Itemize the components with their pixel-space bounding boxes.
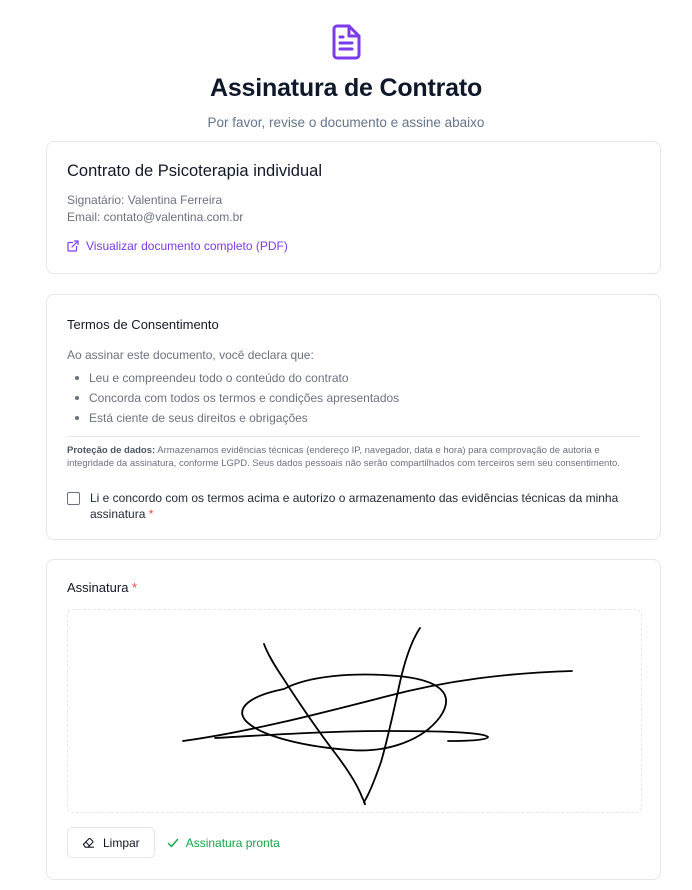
- privacy-notice: [67, 444, 640, 470]
- view-pdf-link[interactable]: [67, 239, 640, 253]
- eraser-icon: [82, 836, 95, 849]
- clear-button[interactable]: [67, 827, 155, 858]
- consent-checkbox[interactable]: [67, 492, 80, 505]
- signature-actions: [67, 827, 640, 858]
- signature-pad[interactable]: [67, 609, 642, 813]
- terms-list: [67, 372, 640, 424]
- clear-button-label: Limpar: [103, 835, 140, 850]
- signature-label: [67, 580, 640, 595]
- list-item: Leu e compreendeu todo o conteúdo do contrato: [67, 372, 640, 384]
- privacy-label: Proteção de dados:: [67, 445, 156, 456]
- external-link-icon: [67, 240, 79, 252]
- terms-intro: Ao assinar este documento, você declara que:: [67, 348, 314, 362]
- signature-stroke: [68, 610, 642, 813]
- required-mark: *: [132, 580, 138, 595]
- check-icon: [167, 837, 179, 849]
- signature-status-label: Assinatura pronta: [185, 835, 280, 850]
- required-mark: *: [148, 507, 154, 521]
- consent-label: [90, 490, 640, 522]
- privacy-text: Armazenamos evidências técnicas (endereço IP, navegador, data e hora) para comprovação de autoria e integridade da assinatura, conforme LGPD. Seus dados pessoais não serão compartilhados com terceiros sem seu consentimento.: [67, 445, 620, 469]
- consent-text: Li e concordo com os termos acima e autorizo o armazenamento das evidências técnicas da minha assinatura: [90, 491, 619, 521]
- list-item: Está ciente de seus direitos e obrigações: [67, 412, 640, 424]
- consent-terms-card: [46, 294, 661, 540]
- contract-title: Contrato de Psicoterapia individual: [67, 162, 322, 180]
- terms-title: Termos de Consentimento: [67, 317, 219, 332]
- signature-status: [167, 836, 280, 850]
- signer-line: Signatário: Valentina Ferreira: [67, 193, 223, 207]
- page-header: [0, 0, 692, 130]
- signature-card: [46, 559, 661, 880]
- document-text-icon: [330, 24, 362, 60]
- divider: [67, 436, 640, 437]
- page-title: Assinatura de Contrato: [209, 74, 483, 102]
- signature-label-text: Assinatura: [67, 580, 129, 595]
- page-subtitle: Por favor, revise o documento e assine abaixo: [207, 115, 485, 130]
- email-line: Email: contato@valentina.com.br: [67, 210, 244, 224]
- view-pdf-link-label: Visualizar documento completo (PDF): [86, 239, 288, 253]
- contract-card: [46, 141, 661, 274]
- consent-row: [67, 490, 640, 522]
- list-item: Concorda com todos os termos e condições apresentados: [67, 392, 640, 404]
